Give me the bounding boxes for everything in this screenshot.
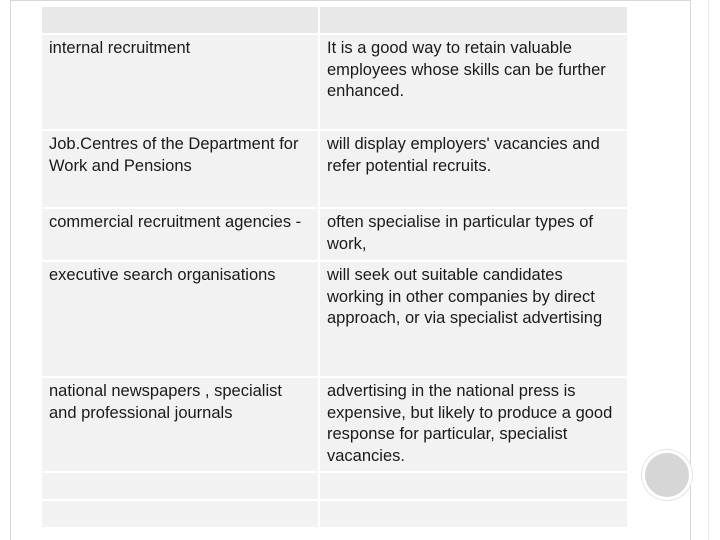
empty-cell <box>320 501 627 529</box>
empty-cell <box>320 473 627 501</box>
frame-line-top <box>10 0 690 1</box>
table-row <box>42 131 627 209</box>
header-cell <box>320 7 627 35</box>
source-cell: national newspapers , specialist and professional journals <box>42 378 320 473</box>
description-cell: will seek out suitable candidates working in other companies by direct approach, or via specialist advertising <box>320 262 627 378</box>
source-cell: Job.Centres of the Department for Work and Pensions <box>42 131 320 209</box>
empty-cell <box>42 473 320 501</box>
frame-line-left <box>10 0 11 540</box>
empty-row <box>42 501 627 529</box>
header-cell <box>42 7 320 35</box>
frame-line-right <box>690 0 691 540</box>
description-cell: It is a good way to retain valuable employees whose skills can be further enhanced. <box>320 35 627 131</box>
recruitment-sources-table <box>42 7 627 529</box>
source-cell: internal recruitment <box>42 35 320 131</box>
table-row <box>42 378 627 473</box>
decorative-circle <box>642 450 692 500</box>
source-cell: commercial recruitment agencies - <box>42 209 320 262</box>
table-row <box>42 35 627 131</box>
empty-row <box>42 473 627 501</box>
source-cell: executive search organisations <box>42 262 320 378</box>
table-row <box>42 209 627 262</box>
description-cell: advertising in the national press is expensive, but likely to produce a good response for particular, specialist vacancies. <box>320 378 627 473</box>
table-row <box>42 262 627 378</box>
frame-line-right-outer <box>708 0 709 540</box>
empty-cell <box>42 501 320 529</box>
description-cell: often specialise in particular types of work, <box>320 209 627 262</box>
table-header-row <box>42 7 627 35</box>
description-cell: will display employers' vacancies and refer potential recruits. <box>320 131 627 209</box>
